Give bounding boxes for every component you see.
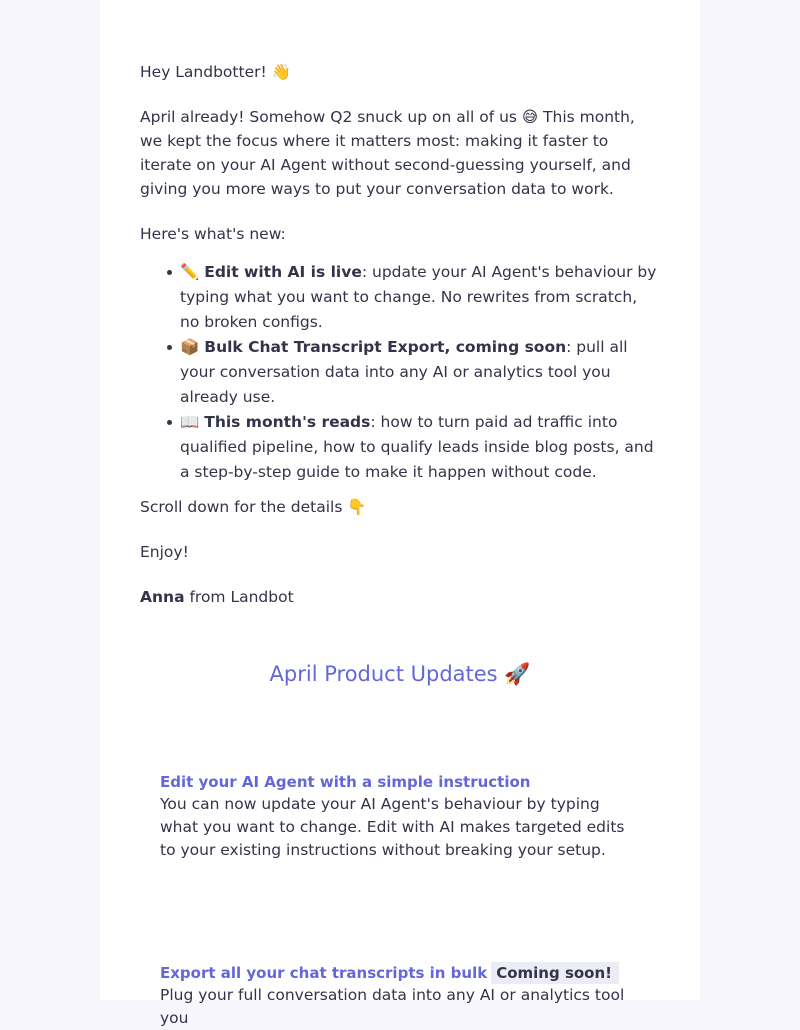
feature-heading-row	[160, 962, 640, 984]
book-icon: 📖	[180, 413, 200, 431]
pencil-icon: ✏️	[180, 263, 200, 281]
bullet-text: : update your AI Agent's behaviour by typing what you want to change. No rewrites from scratch, no broken configs.	[180, 263, 657, 331]
list-item	[180, 335, 660, 410]
coming-soon-badge: Coming soon!	[491, 962, 619, 984]
enjoy-text: Enjoy!	[140, 543, 189, 561]
bullet-text: : pull all your conversation data into any AI or analytics tool you already use.	[180, 338, 628, 406]
list-item	[180, 260, 660, 335]
email-card	[100, 0, 700, 1027]
list-item	[180, 410, 660, 485]
feature-heading: Export all your chat transcripts in bulk	[160, 964, 488, 982]
intro-section	[140, 60, 660, 606]
section-title: April Product Updates 🚀	[269, 662, 531, 686]
feature-block	[160, 962, 640, 1030]
package-icon: 📦	[180, 338, 200, 356]
bullet-title: This month's reads	[204, 413, 371, 431]
highlights-list	[180, 260, 660, 485]
feature-body: Plug your full conversation data into any AI or analytics tool you	[160, 986, 625, 1027]
signoff-rest: from Landbot	[184, 588, 294, 606]
bullet-title: Bulk Chat Transcript Export, coming soon	[204, 338, 567, 356]
bullet-text: : how to turn paid ad traffic into qualified pipeline, how to qualify leads inside blog posts, and a step-by-step guide to make it happen without code.	[180, 413, 654, 481]
feature-block	[160, 771, 640, 862]
bullet-title: Edit with AI is live	[204, 263, 362, 281]
intro-paragraph: April already! Somehow Q2 snuck up on all of us 😅 This month, we kept the focus where it matters most: making it faster to iterate on your AI Agent without second-guessing yourself, and giving you more ways to put your conversation data to work.	[140, 108, 635, 198]
signoff-name: Anna	[140, 588, 185, 606]
signoff	[140, 585, 660, 609]
scroll-note: Scroll down for the details 👇	[140, 498, 367, 516]
feature-body: You can now update your AI Agent's behaviour by typing what you want to change. Edit with AI makes targeted edits to your existing instructions without breaking your setup.	[160, 795, 625, 859]
feature-heading: Edit your AI Agent with a simple instruction	[160, 773, 531, 791]
greeting: Hey Landbotter! 👋	[140, 63, 291, 81]
whats-new-label: Here's what's new:	[140, 225, 286, 243]
